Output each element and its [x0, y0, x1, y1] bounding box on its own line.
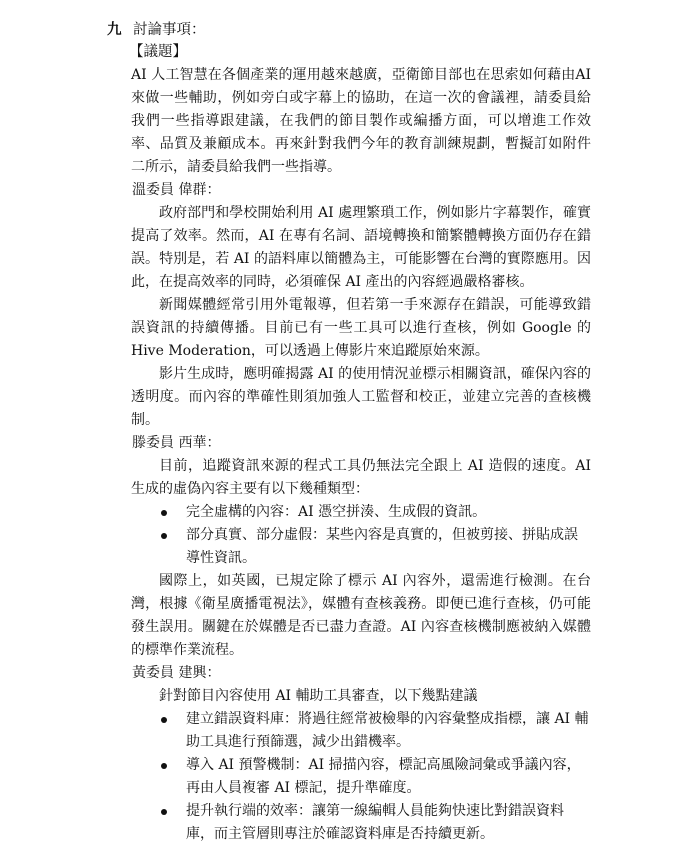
list-item-text: 導入 AI 預警機制：AI 掃描內容，標記高風險詞彙或爭議內容，再由人員複審 AI 標記，提升準確度。 [186, 757, 581, 796]
bullet-icon [161, 533, 167, 539]
bullet-icon [161, 510, 167, 516]
list-item-text: 部分真實、部分虛假：某些內容是真實的，但被剪接、拼貼成誤導性資訊。 [186, 527, 578, 566]
list-item [131, 754, 591, 800]
document-body [131, 64, 591, 846]
wen-paragraph-3: 影片生成時，應明確揭露 AI 的使用情況並標示相關資訊，確保內容的透明度。而內容的準確性則須加強人工監督和校正，並建立完善的查核機制。 [131, 366, 591, 428]
list-item [131, 501, 591, 524]
list-item-text: 完全虛構的內容：AI 憑空拼湊、生成假的資訊。 [186, 504, 487, 520]
bullet-icon [161, 717, 167, 723]
agenda-label: 【議題】 [129, 44, 187, 60]
teng-bullet-list [131, 501, 591, 570]
huang-lead-paragraph: 針對節目內容使用 AI 輔助工具審查，以下幾點建議 [159, 688, 478, 704]
section-heading [107, 20, 206, 40]
wen-paragraph-1: 政府部門和學校開始利用 AI 處理繁瑣工作，例如影片字幕製作，確實提高了效率。然而，AI 在專有名詞、語境轉換和簡繁體轉換方面仍存在錯誤。特別是，若 AI 的語料庫以簡體為主，可能影響在台灣的實際應用。因此，在提高效率的同時，必須確保 AI 產出的內容經過嚴格審核。 [131, 205, 591, 290]
teng-lead-paragraph: 目前，追蹤資訊來源的程式工具仍無法完全跟上 AI 造假的速度。AI 生成的虛偽內容主要有以下幾種類型： [131, 458, 591, 497]
bullet-icon [161, 763, 167, 769]
speaker-name-teng: 滕委員 西華： [132, 435, 221, 451]
list-item [131, 800, 591, 846]
section-number: 九 [107, 21, 122, 38]
speaker-name-huang: 黃委員 建興： [132, 665, 221, 681]
bullet-icon [161, 809, 167, 815]
list-item-text: 建立錯誤資料庫：將過往經常被檢舉的內容彙整成指標，讓 AI 輔助工具進行預篩選，減少出錯機率。 [186, 711, 589, 750]
wen-paragraph-2: 新聞媒體經常引用外電報導，但若第一手來源存在錯誤，可能導致錯誤資訊的持續傳播。目前已有一些工具可以進行查核，例如 Google 的 Hive Moderation，可以透過上傳影片來追蹤原始來源。 [131, 297, 591, 359]
teng-closing-paragraph: 國際上，如英國，已規定除了標示 AI 內容外，還需進行檢測。在台灣，根據《衛星廣播電視法》，媒體有查核義務。即便已進行查核，仍可能發生誤用。關鍵在於媒體是否已盡力查證。AI 內容查核機制應被納入媒體的標準作業流程。 [131, 573, 591, 658]
intro-paragraph: AI 人工智慧在各個產業的運用越來越廣，亞衛節目部也在思索如何藉由AI來做一些輔助，例如旁白或字幕上的協助，在這一次的會議裡，請委員給我們一些指導跟建議，在我們的節目製作或編播方面，可以增進工作效率、品質及兼顧成本。再來針對我們今年的教育訓練規劃，暫擬訂如附件二所示，請委員給我們一些指導。 [131, 67, 591, 175]
list-item [131, 708, 591, 754]
section-title: 討論事項： [133, 22, 206, 38]
list-item [131, 524, 591, 570]
huang-bullet-list [131, 708, 591, 846]
speaker-name-wen: 溫委員 偉群： [132, 182, 221, 198]
list-item-text: 提升執行端的效率：讓第一線編輯人員能夠快速比對錯誤資料庫，而主管層則專注於確認資料庫是否持續更新。 [186, 803, 564, 842]
